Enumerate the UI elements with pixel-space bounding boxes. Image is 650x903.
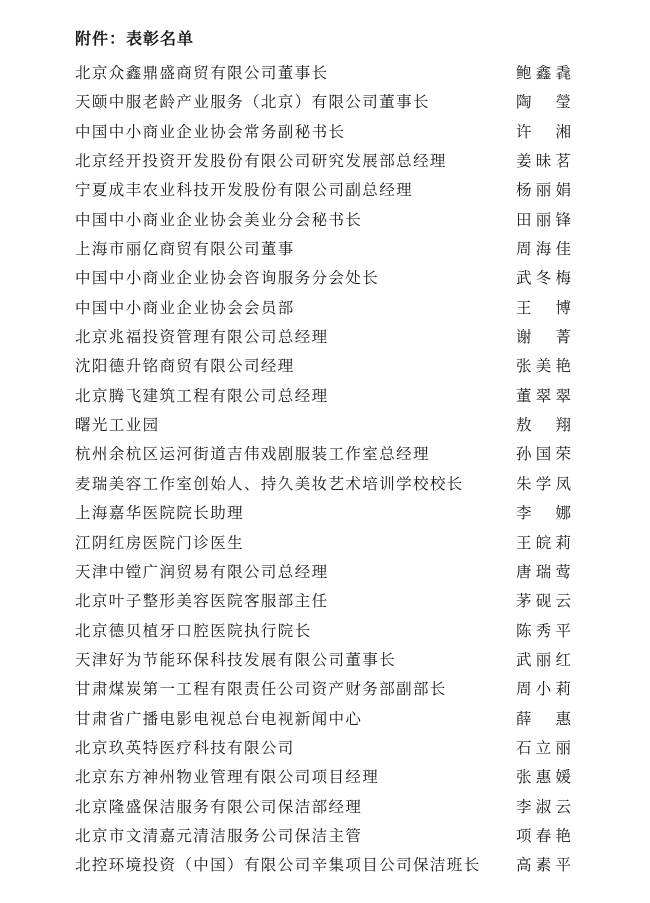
person-name: 谢 菁 [516,328,571,347]
organization-title: 宁夏成丰农业科技开发股份有限公司副总经理 [75,181,414,200]
organization-title: 沈阳德升铭商贸有限公司经理 [75,357,295,376]
organization-title: 北京玖英特医疗科技有限公司 [75,738,295,757]
person-name: 王 博 [516,298,571,317]
organization-title: 甘肃煤炭第一工程有限责任公司资产财务部副部长 [75,680,447,699]
list-item [0,88,650,117]
organization-title: 麦瑞美容工作室创始人、持久美妆艺术培训学校校长 [75,474,464,493]
list-item [0,558,650,587]
person-name: 朱学凤 [516,474,571,493]
person-name: 武丽红 [516,650,571,669]
person-name: 茅砚云 [516,592,571,611]
organization-title: 中国中小商业企业协会会员部 [75,298,295,317]
list-item [0,118,650,147]
list-item [0,499,650,528]
attachment-heading: 附件：表彰名单 [75,29,195,48]
person-name: 武冬梅 [516,269,571,288]
person-name: 项春艳 [516,826,571,845]
list-item [0,323,650,352]
organization-title: 北京众鑫鼎盛商贸有限公司董事长 [75,64,329,82]
list-item [0,352,650,381]
list-item [0,470,650,499]
list-item [0,382,650,411]
organization-title: 上海嘉华医院院长助理 [75,504,245,523]
person-name: 杨丽娟 [516,181,571,200]
person-name: 李 娜 [516,504,571,523]
person-name: 王皖莉 [516,533,571,552]
organization-title: 北京腾飞建筑工程有限公司总经理 [75,386,329,405]
list-item [0,675,650,704]
organization-title: 北京隆盛保洁服务有限公司保洁部经理 [75,797,363,816]
honor-list [0,59,650,881]
list-item [0,59,650,88]
organization-title: 北京兆福投资管理有限公司总经理 [75,328,329,347]
person-name: 姜昧茗 [516,152,571,171]
person-name: 唐瑞莺 [516,562,571,581]
organization-title: 甘肃省广播电影电视总台电视新闻中心 [75,709,363,728]
organization-title: 天颐中服老龄产业服务（北京）有限公司董事长 [75,93,430,112]
list-item [0,264,650,293]
organization-title: 北京叶子整形美容医院客服部主任 [75,592,329,611]
list-item [0,851,650,880]
list-item [0,529,650,558]
organization-title: 北控环境投资（中国）有限公司辛集项目公司保洁班长 [75,856,481,875]
organization-title: 北京德贝植牙口腔医院执行院长 [75,621,312,640]
list-item [0,440,650,469]
person-name: 张惠媛 [516,768,571,787]
organization-title: 杭州余杭区运河街道吉伟戏剧服装工作室总经理 [75,445,430,464]
person-name: 张美艳 [516,357,571,376]
organization-title: 中国中小商业企业协会美业分会秘书长 [75,210,363,229]
person-name: 鲍鑫毳 [516,64,571,82]
list-item [0,763,650,792]
list-item [0,206,650,235]
person-name: 薛 惠 [516,709,571,728]
person-name: 田丽锋 [516,210,571,229]
organization-title: 上海市丽亿商贸有限公司董事 [75,240,295,259]
organization-title: 天津中镗广润贸易有限公司总经理 [75,562,329,581]
list-item [0,176,650,205]
person-name: 敖 翔 [516,416,571,435]
person-name: 周小莉 [516,680,571,699]
organization-title: 北京市文清嘉元清洁服务公司保洁主管 [75,826,363,845]
person-name: 孙国荣 [516,445,571,464]
list-item [0,793,650,822]
person-name: 陈秀平 [516,621,571,640]
person-name: 李淑云 [516,797,571,816]
list-item [0,587,650,616]
list-item [0,617,650,646]
list-item [0,822,650,851]
person-name: 董翠翠 [516,386,571,405]
organization-title: 江阴红房医院门诊医生 [75,533,245,552]
organization-title: 曙光工业园 [75,416,160,435]
organization-title: 天津好为节能环保科技发展有限公司董事长 [75,650,397,669]
person-name: 周海佳 [516,240,571,259]
list-item [0,147,650,176]
person-name: 石立丽 [516,738,571,757]
person-name: 许 湘 [516,122,571,141]
list-item [0,411,650,440]
list-item [0,294,650,323]
list-item [0,705,650,734]
list-item [0,734,650,763]
list-item [0,646,650,675]
person-name: 高素平 [516,856,571,875]
organization-title: 中国中小商业企业协会咨询服务分会处长 [75,269,380,288]
organization-title: 北京经开投资开发股份有限公司研究发展部总经理 [75,152,447,171]
organization-title: 北京东方神州物业管理有限公司项目经理 [75,768,380,787]
list-item [0,235,650,264]
person-name: 陶 瑩 [516,93,571,112]
organization-title: 中国中小商业企业协会常务副秘书长 [75,122,346,141]
